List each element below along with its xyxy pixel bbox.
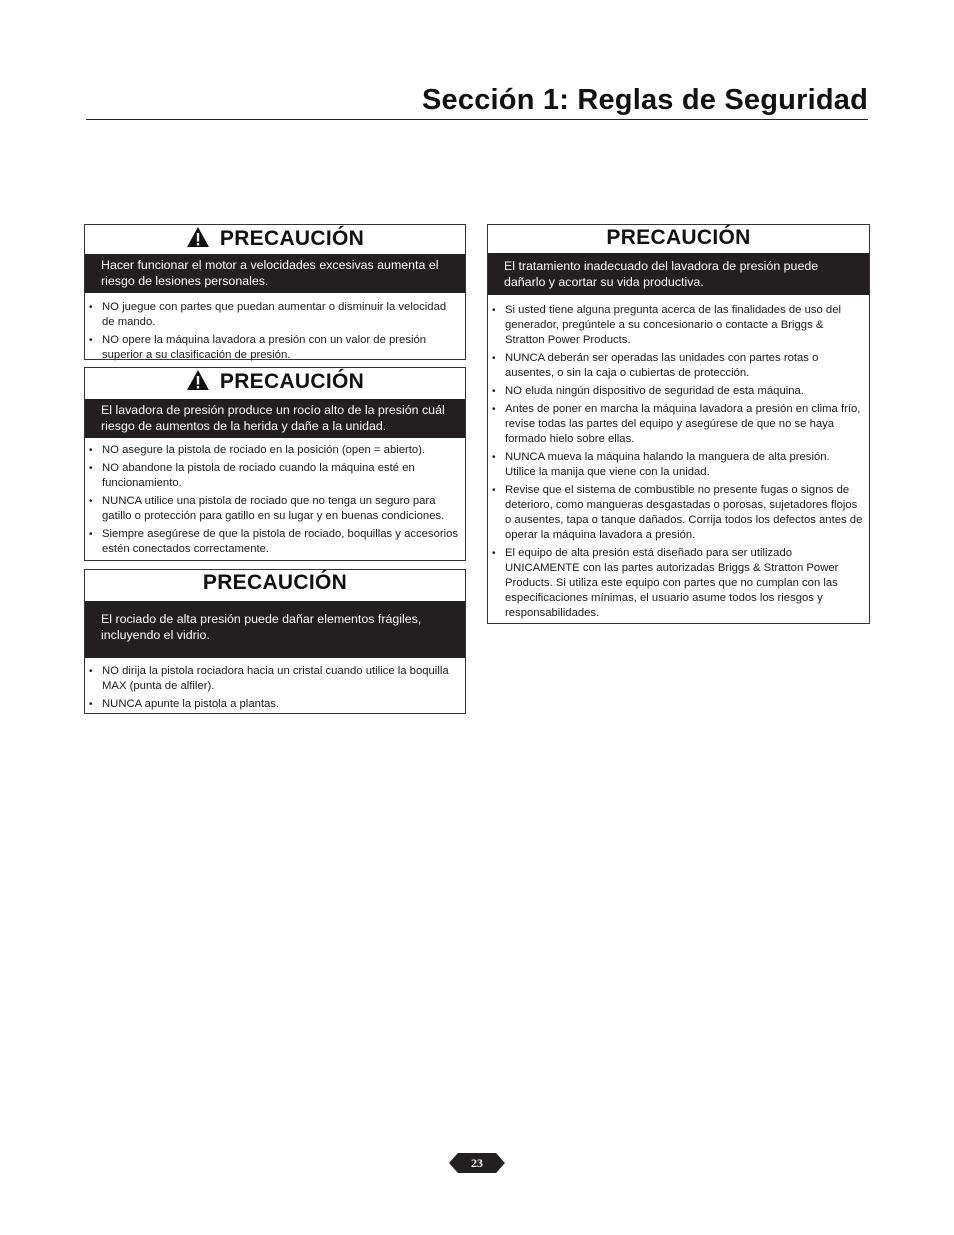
list-item: • NO abandone la pistola de rociado cuando la máquina esté en funcionamiento. — [85, 461, 465, 491]
list-item: • Revise que el sistema de combustible no presente fugas o signos de deterioro, como mangueras desgastadas o porosas, sujetadores flojos o ausentes, tapa o tanque dañados. Corrija todos los defectos antes de operar la máquina lavadora a presión. — [488, 483, 869, 543]
caution-box-spray — [84, 367, 466, 561]
list-item: • El equipo de alta presión está diseñado para ser utilizado UNICAMENTE con las partes autorizadas Briggs & Stratton Power Products. Si utiliza este equipo con partes que no cumplan con las especificaciones mínimas, el usuario asume todos los riesgos y responsabilidades. — [488, 546, 869, 621]
list-item: • NO opere la máquina lavadora a presión con un valor de presión superior a su clasificación de presión. — [85, 333, 465, 363]
caution-list — [85, 443, 465, 557]
caution-band: El rociado de alta presión puede dañar elementos frágiles, incluyendo el vidrio. — [85, 601, 465, 658]
list-item: • NO dirija la pistola rociadora hacia un cristal cuando utilice la boquilla MAX (punta de alfiler). — [85, 664, 465, 694]
caution-box-speed — [84, 224, 466, 360]
caution-heading-text: PRECAUCIÓN — [202, 571, 348, 594]
caution-band: El lavadora de presión produce un rocío alto de la presión cuál riesgo de aumentos de la herida y dañe a la unidad. — [85, 399, 465, 438]
list-item: • NUNCA mueva la máquina halando la manguera de alta presión. Utilice la manija que viene con la unidad. — [488, 450, 869, 480]
caution-box-glass — [84, 569, 466, 714]
caution-heading-text: PRECAUCIÓN — [219, 227, 365, 250]
caution-heading — [85, 225, 465, 254]
list-item: • NO juegue con partes que puedan aumentar o disminuir la velocidad de mando. — [85, 300, 465, 330]
list-item: • NUNCA deberán ser operadas las unidades con partes rotas o ausentes, o sin la caja o cubiertas de protección. — [488, 351, 869, 381]
list-item: • Antes de poner en marcha la máquina lavadora a presión en clima frío, revise todas las partes del equipo y asegúrese de que no se haya formado hielo sobre ellas. — [488, 402, 869, 447]
caution-band: Hacer funcionar el motor a velocidades excesivas aumenta el riesgo de lesiones personales. — [85, 254, 465, 293]
list-item: • Si usted tiene alguna pregunta acerca de las finalidades de uso del generador, pregúntele a su concesionario o contacte a Briggs & Stratton Power Products. — [488, 303, 869, 348]
page-title: Sección 1: Reglas de Seguridad — [422, 84, 868, 116]
list-item: • NUNCA utilice una pistola de rociado que no tenga un seguro para gatillo o protección para gatillo en su lugar y en buenas condiciones. — [85, 494, 465, 524]
caution-list — [85, 300, 465, 363]
caution-list — [85, 664, 465, 712]
warning-triangle-icon — [186, 369, 210, 391]
caution-heading — [85, 368, 465, 399]
title-rule — [86, 119, 868, 120]
caution-heading — [488, 225, 869, 253]
list-item: • Siempre asegúrese de que la pistola de rociado, boquillas y accesorios estén conectados correctamente. — [85, 527, 465, 557]
caution-box-handling — [487, 224, 870, 624]
caution-heading-text: PRECAUCIÓN — [219, 370, 365, 393]
warning-triangle-icon — [186, 226, 210, 248]
caution-heading — [85, 570, 465, 601]
page-number-badge — [449, 1150, 505, 1176]
list-item: • NO eluda ningún dispositivo de seguridad de esta máquina. — [488, 384, 869, 399]
caution-list — [488, 303, 869, 621]
list-item: • NO asegure la pistola de rociado en la posición (open = abierto). — [85, 443, 465, 458]
caution-heading-text: PRECAUCIÓN — [606, 226, 751, 249]
list-item: • NUNCA apunte la pistola a plantas. — [85, 697, 465, 712]
caution-band: El tratamiento inadecuado del lavadora de presión puede dañarlo y acortar su vida productiva. — [488, 253, 869, 295]
page-number: 23 — [471, 1156, 483, 1170]
